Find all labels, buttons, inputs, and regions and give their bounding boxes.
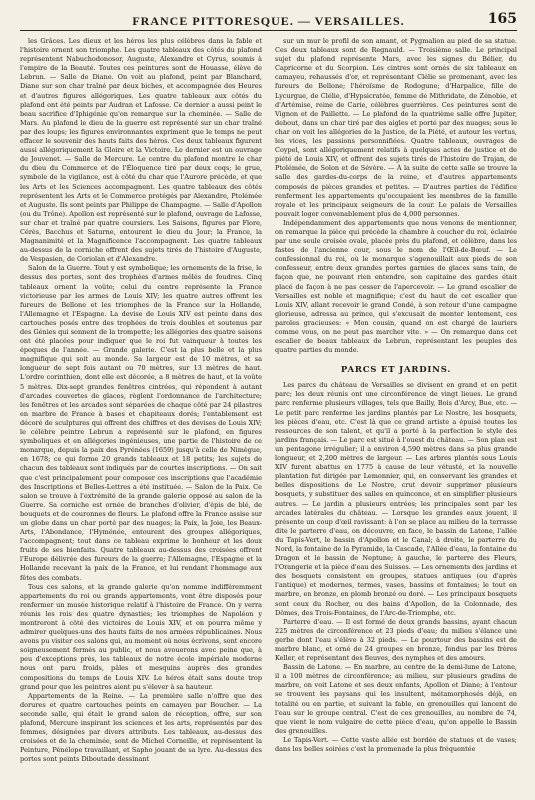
paragraph: Tous ces salons, et la grande galerie qu'on nomme indifféremment appartements du roi ou grands appartements, vont être disposés pour renfermer un musée historique relatif à l'histoire de France. On y verra réunis les rois des quatre dynasties; les triomphes de Napoléon y montreront à côté des victoires de Louis XIV, et on pourra même y admirer quelques-uns des hauts faits de nos armées républicaines. Nous avons pu visiter ces salons qui, au moment où nous écrivons, sont encore soigneusement fermés au public, et nous avouerons avec peine que, à peu d'exceptions près, les tableaux de notre école impériale moderne nous ont paru froids, pâles et mesquins auprès des grandes compositions du temps de Louis XIV. Le héros était sans doute trop grand pour que les peintres aient pu s'élever à sa hauteur. <box>20 582 262 691</box>
paragraph: sur un mur le profil de son amant, et Pygmalion au pied de sa statue. Ces deux tableaux sont de Regnauld. — Troisième salle. Le principal sujet du plafond représente Mars, avec les signes du Bélier, du Capricorne et du Scorpion. Les cintres sont ornés de six tableaux en camayeu, rehaussés d'or, et représentant Clélie se promenant, avec les fureurs de Bellone; l'héroïsme de Rodogune; d'Harpalice, fille de Lycurgue, de Clélie, d'Hypsicratée, femme de Mithridate, de Zénobie, et d'Artémise, reine de Carie, célèbres guerrières. Ces peintures sont de Vignon et de Paillette. — Le plafond de la quatrième salle offre Jupiter, debout, dans un char tiré par des aigles et porté par des nuages; sous le char on voit les allégories de la Justice, de la Piété, et autour les vertus, les vices, les passions personnifiées. Quatre tableaux, ouvrages de Coypel, sont allégoriquement relatifs à quelques actes de justice et de piété de Louis XIV, et offrent des sujets tirés de l'histoire de Trajan, de Ptolémée, de Solon et de Sévère. — À la suite de cette salle se trouve la salle des gardes-du-corps de la reine, et d'autres appartements composés de pièces grandes et petites. — D'autres parties de l'édifice renferment les appartements qu'occupaient les membres de la famille royale et les principaux seigneurs de la cour. Le palais de Versailles pouvait loger convenablement plus de 4,000 personnes. <box>275 37 517 218</box>
text-columns <box>20 37 517 797</box>
paragraph: Appartements de la Reine. — La première salle n'offre que des dorures et quatre cartouches peints en camayeu par Boucher. — La seconde salle, qui était le grand salon de réception, offre, sur son plafond, Mercure inspirant les sciences et les arts, représentés par des femmes, désignées par divers attributs. Les tableaux, au-dessus des croisées et de la cheminée, sont de Michel Corneille, et représentent la Peinture, Pénélope travaillant, et Sapho jouant de sa lyre. Au-dessus des portes sont peints Diboutade dessinant <box>20 691 262 764</box>
paragraph: les Grâces. Les dieux et les héros les plus célèbres dans la fable et l'histoire ornent son triomphe. Les quatre tableaux des côtés du plafond représentent Nabuchodonosor, Auguste, Alexandre et Cyrus, soumis à l'empire de la Beauté. Toutes ces peintures sont de Houasse, élève de Lebrun. — Salle de Diane. On voit au plafond, peint par Blanchard, Diane sur son char traîné par deux biches, et accompagnée des Heures et d'autres figures allégoriques. Les quatre tableaux aux côtés du plafond ont été peints par Audran et Lafosse. Ce dernier a aussi peint le beau sacrifice d'Iphigénie qu'on remarque sur la cheminée. — Salle de Mars. Au plafond le dieu de la guerre est représenté sur un char traîné par des loups; les figures environnantes expriment que le temps ne peut effacer le souvenir des hauts faits des héros. Ces deux tableaux figurent aussi allégoriquement la Gloire et la Victoire. Le dernier est un ouvrage de Jouvenet. — Salle de Mercure. Le centre du plafond montre le char du dieu du Commerce et de l'Éloquence tiré par deux coqs; le grue, symbole de la vigilance, est à côté du char que l'Aurore précède, et que les Arts et les Sciences accompagnent. Les quatre tableaux des côtés représentent les Arts et le Commerce protégés par Alexandre, Ptolémée et Auguste. Ils sont peints par Philippe de Champagne. — Salle d'Apollon (ou du Trône). Apollon est représenté sur le plafond, ouvrage de Lafosse, sur char et traîné par quatre coursiers. Les Saisons, figures par Flore, Cérès, Bacchus et Saturne, entourent le dieu du Jour; la France, la Magnanimité et la Magnificence l'accompagnent. Les quatre tableaux au-dessus de la corniche offrent des sujets tirés de l'histoire d'Auguste, de Vespasien, de Coriolan et d'Alexandre. <box>20 37 262 264</box>
paragraph: Bassin de Latone. — En marbre, au centre de la demi-lune de Latone, il a 100 mètres de circonférence; au milieu, sur plusieurs gradins de marbre, on voit Latone et ses deux enfants, Apollon et Diane; à l'entour se trouvent les paysans qui les insultent, métamorphosés déjà, en totalité ou en partie, et suivant la fable, en grenouilles qui lancent de l'eau sur le groupe central. C'est de ces grenouilles, au nombre de 74, que vient le nom vulgaire de cette pièce d'eau, qu'on appelle le Bassin des grenouilles. <box>275 663 517 735</box>
paragraph: Indépendamment des appartements que nous venons de mentionner, on remarque la pièce qui précède la chambre à coucher du roi, éclairée par une seule croisée ovale, placée près du plafond, et célèbre, dans les fastes de l'ancienne cour, sous le nom de l'Œil-de-Bœuf. — Le confessionnal du roi, où le monarque s'agenouillait aux pieds de son confesseur, entre deux grandes portes garnies de glaces sans tain, de façon que, ne pouvant rien entendre, son capitaine des gardes était placé de façon à ne pas cesser de l'apercevoir. — Le grand escalier de Versailles est noble et magnifique; c'est du haut de cet escalier que Louis XIV, allant recevoir le grand Condé, à son retour d'une campagne glorieuse, adressa au prince, qui s'excusait de monter lentement, ces paroles gracieuses: « Mon cousin, quand on est chargé de lauriers comme vous, on ne peut pas marcher vite. » — On remarque dans cet escalier de beaux tableaux de Lebrun, représentant les peuples des quatre parties du monde. <box>275 218 517 355</box>
running-title: FRANCE PITTORESQUE. — VERSAILLES. <box>132 14 405 28</box>
page-number: 165 <box>487 11 517 27</box>
left-column <box>20 37 262 797</box>
running-header <box>20 10 517 31</box>
right-column <box>275 37 517 797</box>
section-title: PARCS ET JARDINS. <box>340 365 452 376</box>
paragraph: Parterre d'eau. — Il est formé de deux grands bassins, ayant chacun 225 mètres de circonférence et 23 pieds d'eau; du milieu s'élance une gerbe dont l'eau s'élève à 32 pieds. — Le pourtour des bassins est de marbre blanc, et orné de 24 groupes en bronze, fondus par les frères Keller, et représentant des fleuves, des nymphes et des amours. <box>275 617 517 663</box>
paragraph: Le Tapis-Vert. — Cette vaste allée est bordée de statues et de vases; dans les belles soirées c'est la promenade la plus fréquentée <box>275 735 517 754</box>
paragraph: Les parcs du château de Versailles se divisent en grand et en petit parc; les deux réunis ont une circonférence de vingt lieues. Le grand parc renferme plusieurs villages, tels que Bailly, Bois d'Arcy, Bue, etc. — Le petit parc renferme les jardins plantés par Le Nostre, les bosquets, les pièces d'eau, etc. C'est là que ce grand artiste a épuisé toutes les ressources de son talent, et qu'il a porté à la perfection le style des jardins français. — Le parc est situé à l'ouest du château. — Son plan est un pentagone irrégulier; il a environ 4,590 mètres dans sa plus grande longueur, et 2,200 mètres de largeur. — Les arbres plantés sous Louis XIV furent abattus en 1775 à cause de leur vétusté, et la nouvelle plantation fut dirigée par Lemonnier, qui, en conservant les grandes et belles dispositions de Le Nostre, crut devoir supprimer plusieurs bosquets, y substituer des salles en quinconce, et en simplifier plusieurs autres. — Le jardin a plusieurs entrées; les principales sont par les arcades latérales du château. — Lorsque les grandes eaux jouent, il présente un coup d'œil ravissant: à l'on se place au milieu de la terrasse dite le parterre d'eau, on découvre, en face, le bassin de Latone, l'allée du Tapis-Vert, le bassin d'Apollon et le Canal; à droite, le parterre du Nord, la fontaine de la Pyramide, la Cascade, l'Allée d'eau, la fontaine du Dragon et le bassin de Neptune; à gauche, le parterre des Fleurs, l'Orangerie et la pièce d'eau des Suisses. — Les ornements des jardins et des bosquets consistent en groupes, statues antiques (ou d'après l'antique) et modernes, termes, vases, bassins et fontaines; le tout en marbre, en bronze, en plomb bronzé ou doré. — Les principaux bosquets sont ceux du Rocher, ou des bains d'Apollon, de la Colonnade, des Dômes, des Trois-Fontaines, de l'Arc-de-Triomphe, etc. <box>275 381 517 617</box>
paragraph: Salon de la Guerre. Tout y est symbolique; les ornements de la frise, le dessus des portes, sont des trophées d'armes mêlés de foudres. Cinq tableaux ornent la voûte; celui du centre représente la France victorieuse par les armes de Louis XIV; les quatre autres offrent les fureurs de Bellone et les triomphes de la France sur la Hollande, l'Allemagne et l'Espagne. La devise de Louis XIV est peinte dans des cartouches posés entre des trophées de trois doubles et soutenus par des Génies qui sonnent de la trompette; les allégories des quatre saisons ont été placées pour indiquer que le roi fut vainqueur à toutes les époques de l'année. — Grande galerie. C'est la plus belle et la plus magnifique qui soit au monde. Sa largeur est de 10 mètres, et sa longueur de sept fois autant ou 70 mètres, sur 13 mètres de haut. L'ordre corinthien, dont elle est décorée, a 8 mètres de haut, et la voûte 5 mètres. Dix-sept grandes fenêtres cintrées, qui répondent à autant d'arcades couvertes de glaces, règlent l'ordonnance de l'architecture; les fenêtres et les arcades sont séparées de chaque côté par 24 pilastres en marbre de France à bases et chapiteaux dorés; l'entablement est décoré de sculptures qui offrent des chiffres et des devises de Louis XIV; le célèbre peintre Lebrun a représenté sur le plafond, en figures symboliques et en allégories ingénieuses, une partie de l'histoire de ce monarque, depuis la paix des Pyrénées (1659) jusqu'à celle de Nimègue, en 1678; ce qui forme 20 grands tableaux et 18 petits; les sujets de chacun des tableaux sont indiqués par de courtes inscriptions. — On sait que c'est principalement pour composer ces inscriptions que l'académie des Inscriptions et Belles-Lettres a été instituée. — Salon de la Paix. Ce salon se trouve à l'extrémité de la grande galerie opposé au salon de la Guerre. Sa corniche est ornée de branches d'olivier, d'épis de blé, de bouquets et de couronnes de fleurs. Le plafond offre la France assise sur un globe dans un char porté par des nuages; la Paix, la Joie, les Beaux-Arts, l'Abondance, l'Hyménée, entourent des groupes allégoriques, l'accompagnent; tout dans ce tableau exprime le bonheur et les doux fruits de ses bienfaits. Quatre tableaux au-dessus des croisées offrent l'Europe délivrée des fureurs de la guerre; l'Allemagne, l'Espagne et la Hollande recevant la paix de la France, et lui rendant l'hommage aux fêtes des combats. <box>20 264 262 582</box>
